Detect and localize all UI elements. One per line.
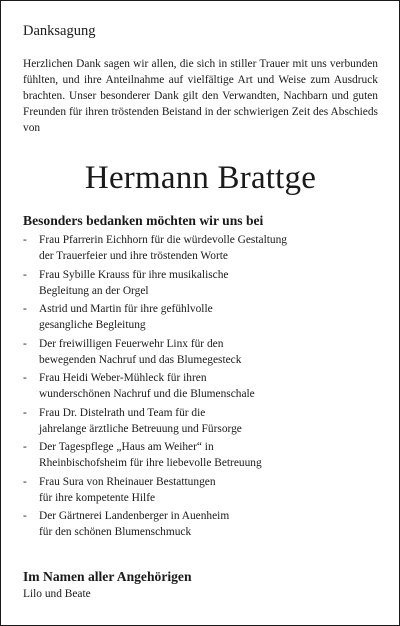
- thanks-line: Der Tagespflege „Haus am Weiher“ in: [39, 441, 214, 453]
- thanks-list: [23, 232, 378, 541]
- thanks-line: Begleitung an der Orgel: [39, 284, 149, 297]
- thanks-item: [23, 301, 378, 334]
- thanks-line: jahrelange ärztliche Betreuung und Fürsorge: [39, 422, 242, 435]
- closing-title: Im Namen aller Angehörigen: [23, 569, 192, 584]
- thanks-item: [23, 267, 378, 300]
- list-dash: -: [23, 268, 27, 281]
- thanks-line: Frau Pfarrerin Eichhorn für die würdevolle Gestaltung: [39, 234, 287, 246]
- thanks-line: Der Gärtnerei Landenberger in Auenheim: [39, 510, 230, 522]
- list-dash: -: [23, 510, 27, 522]
- thanks-heading: Besonders bedanken möchten wir uns bei: [23, 213, 264, 228]
- thanks-line: für den schönen Blumenschmuck: [39, 526, 192, 539]
- closing-names: Lilo und Beate: [23, 588, 91, 600]
- thanks-line: der Trauerfeier und ihre tröstenden Worte: [39, 250, 228, 263]
- list-dash: -: [23, 372, 27, 384]
- list-dash: -: [23, 475, 27, 488]
- list-dash: -: [23, 234, 27, 246]
- thanks-line: Frau Sybille Krauss für ihre musikalische: [39, 268, 229, 281]
- thanks-item: [23, 232, 378, 265]
- thanks-item: [23, 336, 378, 369]
- list-dash: -: [23, 406, 27, 419]
- list-dash: -: [23, 441, 27, 453]
- thanks-line: für ihre kompetente Hilfe: [39, 491, 156, 504]
- deceased-name: Hermann Brattge: [84, 160, 317, 196]
- thanks-line: wunderschönen Nachruf und die Blumenschale: [39, 388, 255, 401]
- notice-heading: Danksagung: [23, 23, 96, 39]
- thanks-line: Rheinbischofsheim für ihre liebevolle Betreuung: [39, 457, 262, 470]
- closing-block: [23, 568, 192, 602]
- thanks-line: Frau Heidi Weber-Mühleck für ihren: [39, 372, 207, 384]
- thanks-line: gesangliche Begleitung: [39, 319, 146, 332]
- thanks-item: [23, 405, 378, 438]
- thanks-line: Astrid und Martin für ihre gefühlvolle: [39, 303, 213, 315]
- thanks-line: Der freiwilligen Feuerwehr Linx für den: [39, 337, 224, 350]
- thanks-item: [23, 508, 378, 541]
- thanks-line: bewegenden Nachruf und das Blumegesteck: [39, 353, 242, 366]
- list-dash: -: [23, 303, 27, 315]
- intro-paragraph: Herzlichen Dank sagen wir allen, die sich in stiller Trauer mit uns verbunden fühlten, und ihre Anteilnahme auf vielfältige Art und Weise zum Ausdruck brachten. Unser besonderer Dank gilt den Verwandten, Nachbarn und guten Freunden für ihren tröstenden Beistand in der schwierigen Zeit des Abschieds von: [23, 58, 378, 134]
- thanks-item: [23, 370, 378, 403]
- thanks-line: Frau Sura von Rheinauer Bestattungen: [39, 475, 216, 488]
- list-dash: -: [23, 337, 27, 350]
- thanks-line: Frau Dr. Distelrath und Team für die: [39, 406, 206, 419]
- thanks-item: [23, 439, 378, 472]
- thanks-item: [23, 474, 378, 507]
